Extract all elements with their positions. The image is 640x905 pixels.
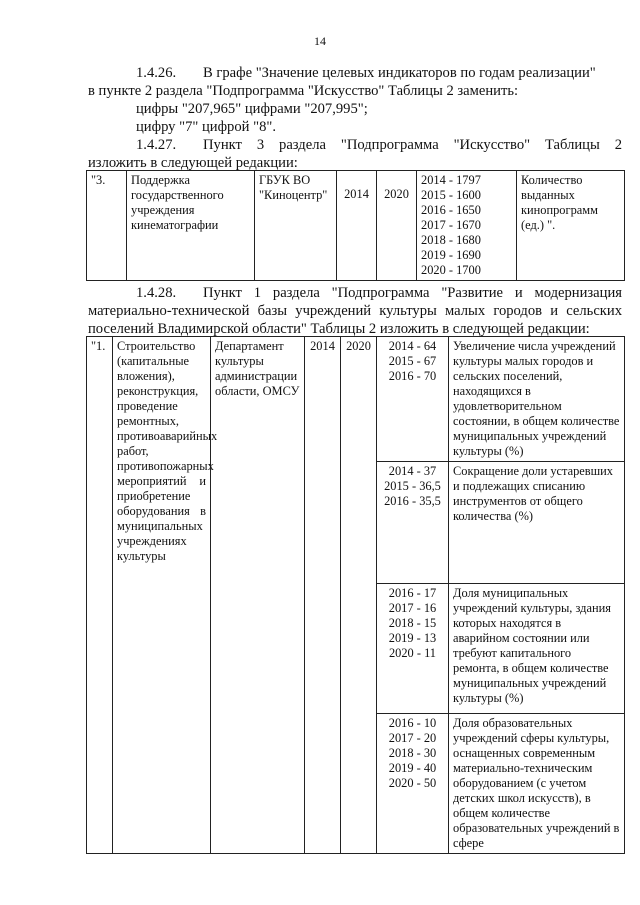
clause-1428-line2: материально-технической базы учреждений культуры малых городов и сельских (88, 303, 622, 319)
clause-1426-text: В графе "Значение целевых индикаторов по годам реализации" (203, 65, 596, 81)
indicator-values (377, 337, 449, 462)
value-line: 2015 - 1600 (421, 188, 481, 202)
value-line: 2019 - 40 (388, 761, 437, 775)
indicator-values (377, 462, 449, 584)
value-line: 2016 - 10 (388, 716, 437, 730)
clause-1426-line4: цифру "7" цифрой "8". (136, 119, 276, 135)
page-number: 14 (314, 34, 326, 48)
clause-1426-line3: цифры "207,965" цифрами "207,995"; (136, 101, 368, 117)
start-year: 2014 (305, 337, 341, 854)
value-line: 2015 - 67 (388, 354, 437, 368)
clause-1428-line3: поселений Владимирской области" Таблицы 2 изложить в следующей редакции: (88, 321, 590, 337)
indicator-name: Сокращение доли устаревших и подлежащих списанию инструментов от общего количества (%) (449, 462, 625, 584)
value-line: 2014 - 1797 (421, 173, 481, 187)
start-year: 2014 (337, 171, 377, 281)
value-line: 2014 - 37 (388, 464, 437, 478)
value-line: 2016 - 1650 (421, 203, 481, 217)
value-line: 2020 - 50 (388, 776, 437, 790)
clause-1427-line2: изложить в следующей редакции: (88, 155, 298, 171)
value-line: 2019 - 1690 (421, 248, 481, 262)
indicator-name: Увеличение числа учреждений культуры малых городов и сельских поселений, находящихся в удовлетворительном состоянии, в общем количестве муниципальных учреждений культуры (%) (449, 337, 625, 462)
value-line: 2018 - 1680 (421, 233, 481, 247)
clause-1427-line1: Пункт 3 раздела "Подпрограмма "Искусство" Таблицы 2 (203, 137, 622, 153)
clause-1426-line1 (203, 64, 622, 82)
activity-name: Строительство (капитальные вложения), реконструкция, проведение ремонтных, противоаварийных работ, противопожарных мероприятий и приобретение оборудования в муниципальных учреждениях культуры (113, 337, 211, 854)
executor: ГБУК ВО "Киноцентр" (255, 171, 337, 281)
table-subprogram-modernization (86, 336, 625, 854)
clause-1428-line1: Пункт 1 раздела "Подпрограмма "Развитие и модернизация (203, 285, 622, 301)
value-line: 2016 - 35,5 (384, 494, 441, 508)
clause-number-1427: 1.4.27. (136, 137, 177, 153)
indicator-values (377, 714, 449, 854)
indicator-name: Доля муниципальных учреждений культуры, здания которых находятся в аварийном состоянии или требуют капитального ремонта, в общем количестве муниципальных учреждений культуры (%) (449, 584, 625, 714)
row-number: "3. (87, 171, 127, 281)
row-number: "1. (87, 337, 113, 854)
indicator-name: Доля образовательных учреждений сферы культуры, оснащенных современным материально-техническим оборудованием (с учетом детских школ искусств), в общем количестве образовательных учреждений в сфере (449, 714, 625, 854)
value-line: 2018 - 15 (388, 616, 437, 630)
executor: Департамент культуры администрации области, ОМСУ (211, 337, 305, 854)
value-line: 2020 - 1700 (421, 263, 481, 277)
value-line: 2014 - 64 (388, 339, 437, 353)
value-line: 2017 - 1670 (421, 218, 481, 232)
end-year: 2020 (341, 337, 377, 854)
activity-name: Поддержка государственного учреждения кинематографии (127, 171, 255, 281)
value-line: 2020 - 11 (388, 646, 437, 660)
clause-number-1428: 1.4.28. (136, 285, 177, 301)
clause-number-1426: 1.4.26. (136, 65, 177, 81)
indicator-name: Количество выданных кинопрограмм (ед.) ". (517, 171, 625, 281)
value-line: 2018 - 30 (388, 746, 437, 760)
value-line: 2017 - 20 (388, 731, 437, 745)
value-line: 2019 - 13 (388, 631, 437, 645)
value-line: 2016 - 17 (388, 586, 437, 600)
indicator-values (377, 584, 449, 714)
end-year: 2020 (377, 171, 417, 281)
value-line: 2017 - 16 (388, 601, 437, 615)
clause-1426-line2: в пункте 2 раздела "Подпрограмма "Искусство" Таблицы 2 заменить: (88, 83, 519, 99)
indicator-values (417, 171, 517, 281)
table-subprogram-art (86, 170, 625, 281)
table-row (87, 337, 625, 462)
value-line: 2016 - 70 (388, 369, 437, 383)
table-row (87, 171, 625, 281)
value-line: 2015 - 36,5 (384, 479, 441, 493)
